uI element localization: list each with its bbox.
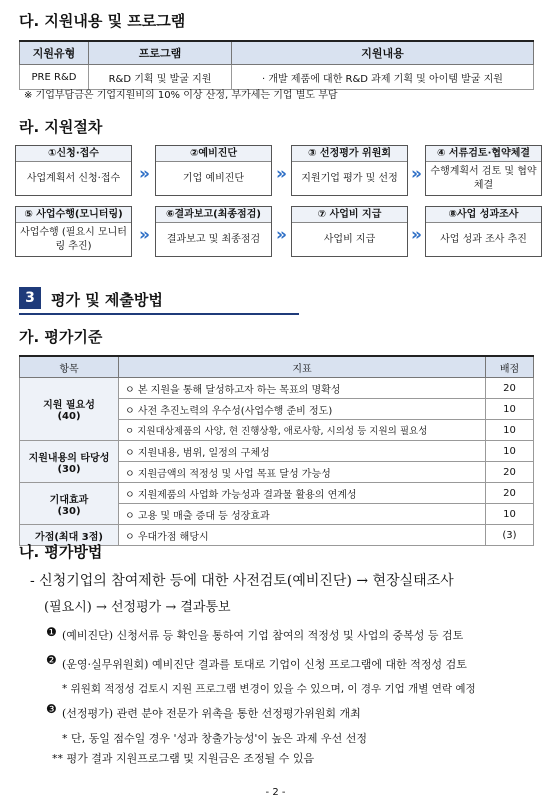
step-body: 사업수행 (필요시 모니터링 추진) bbox=[20, 227, 127, 252]
indicator-cell: ㅇ 고용 및 매출 증대 등 성장효과 bbox=[119, 504, 486, 525]
procedure-step-8 bbox=[425, 206, 542, 257]
step-head: ⑤ 사업수행(모니터링) bbox=[16, 207, 131, 223]
category-name: 지원 필요성 bbox=[43, 400, 95, 411]
method-line-2: (필요시) → 선정평가 → 결과통보 bbox=[44, 600, 231, 615]
indicator-cell: ㅇ 우대가점 해당시 bbox=[119, 525, 486, 546]
section-title-support-content: 다. 지원내용 및 프로그램 bbox=[19, 12, 186, 30]
chevron-right-icon: » bbox=[276, 225, 287, 245]
method-step-3-note-2: ** 평가 결과 지원프로그램 및 지원금은 조정될 수 있음 bbox=[52, 752, 315, 765]
numbered-bullet-1: ❶ bbox=[46, 625, 57, 639]
table-row bbox=[20, 441, 534, 462]
chevron-right-icon: » bbox=[276, 164, 287, 184]
header-cell: 지원내용 bbox=[232, 41, 534, 65]
step-body: 결과보고 및 최종점검 bbox=[166, 234, 261, 245]
section-underline bbox=[19, 313, 299, 315]
procedure-step-4 bbox=[425, 145, 542, 196]
step-head: ⑧사업 성과조사 bbox=[426, 207, 541, 223]
category-name: 지원내용의 타당성 bbox=[28, 452, 110, 464]
method-step-2: (운영·실무위원회) 예비진단 결과를 토대로 기업이 신청 프로그램에 대한 적정성 검토 bbox=[62, 658, 467, 671]
category-cell bbox=[20, 441, 119, 483]
table-cell: · 개발 제품에 대한 R&D 과제 기획 및 아이템 발굴 지원 bbox=[232, 65, 534, 90]
numbered-bullet-2: ❷ bbox=[46, 653, 57, 667]
procedure-step-3 bbox=[291, 145, 408, 196]
method-step-3-note-1: * 단, 동일 점수일 경우 '성과 창출가능성'이 높은 과제 우선 선정 bbox=[62, 732, 368, 745]
procedure-step-2 bbox=[155, 145, 272, 196]
category-points: (40) bbox=[57, 411, 81, 422]
step-head: ③ 선정평가 위원회 bbox=[292, 146, 407, 162]
header-cell: 배점 bbox=[486, 356, 534, 378]
section-title-criteria: 가. 평가기준 bbox=[19, 328, 103, 346]
indicator-cell: ㅇ 사전 추진노력의 우수성(사업수행 준비 정도) bbox=[119, 399, 486, 420]
section-title-evaluation: 평가 및 제출방법 bbox=[51, 291, 163, 309]
score-cell: 10 bbox=[486, 504, 534, 525]
step-head: ⑥결과보고(최종점검) bbox=[156, 207, 271, 223]
procedure-step-5 bbox=[15, 206, 132, 257]
table-row bbox=[20, 483, 534, 504]
method-step-3: (선정평가) 관련 분야 전문가 위촉을 통한 선정평가위원회 개최 bbox=[62, 707, 361, 720]
indicator-cell: ㅇ 지원제품의 사업화 가능성과 결과물 활용의 연계성 bbox=[119, 483, 486, 504]
indicator-cell: ㅇ 지원금액의 적정성 및 사업 목표 달성 가능성 bbox=[119, 462, 486, 483]
page-number: - 2 - bbox=[265, 787, 286, 798]
step-body: 사업 성과 조사 추진 bbox=[440, 234, 527, 245]
method-step-1: (예비진단) 신청서류 등 확인을 통하여 기업 참여의 적정성 및 사업의 중복성 등 검토 bbox=[62, 629, 464, 642]
header-cell: 항목 bbox=[20, 356, 119, 378]
table-row bbox=[20, 378, 534, 399]
category-name: 기대효과 bbox=[49, 494, 89, 506]
step-head: ②예비진단 bbox=[156, 146, 271, 162]
step-body: 기업 예비진단 bbox=[182, 173, 245, 184]
section-number-badge: 3 bbox=[19, 287, 41, 309]
procedure-step-7 bbox=[291, 206, 408, 257]
category-cell bbox=[20, 483, 119, 525]
indicator-cell: ㅇ 본 지원을 통해 달성하고자 하는 목표의 명확성 bbox=[119, 378, 486, 399]
step-head: ④ 서류검토·협약체결 bbox=[426, 146, 541, 162]
score-cell: 10 bbox=[486, 399, 534, 420]
score-cell: (3) bbox=[486, 525, 534, 546]
evaluation-table-header bbox=[20, 356, 534, 378]
indicator-cell: ㅇ 지원대상제품의 사양, 현 진행상황, 애로사항, 시의성 등 지원의 필요성 bbox=[119, 420, 486, 441]
step-head: ⑦ 사업비 지급 bbox=[292, 207, 407, 223]
score-cell: 10 bbox=[486, 441, 534, 462]
table-cell: PRE R&D bbox=[20, 65, 89, 90]
procedure-step-1 bbox=[15, 145, 132, 196]
chevron-right-icon: » bbox=[411, 164, 422, 184]
section-title-method: 나. 평가방법 bbox=[19, 543, 103, 561]
header-cell: 지표 bbox=[119, 356, 486, 378]
score-cell: 20 bbox=[486, 462, 534, 483]
method-step-2-note: * 위원회 적정성 검토시 지원 프로그램 변경이 있을 수 있으며, 이 경우 기업 개별 연락 예정 bbox=[62, 683, 476, 695]
indicator-cell: ㅇ 지원내용, 범위, 일정의 구체성 bbox=[119, 441, 486, 462]
step-body: 수행계획서 검토 및 협약체결 bbox=[430, 166, 537, 191]
category-points: (30) bbox=[57, 463, 81, 475]
score-cell: 10 bbox=[486, 420, 534, 441]
header-cell: 지원유형 bbox=[20, 41, 89, 65]
chevron-right-icon: » bbox=[411, 225, 422, 245]
cost-share-note: ※ 기업부담금은 기업지원비의 10% 이상 산정, 부가세는 기업 별도 부담 bbox=[24, 90, 338, 101]
header-cell: 프로그램 bbox=[89, 41, 232, 65]
method-line-1: - 신청기업의 참여제한 등에 대한 사전검토(예비진단) → 현장실태조사 bbox=[30, 573, 454, 589]
chevron-right-icon: » bbox=[139, 225, 150, 245]
step-head: ①신청·접수 bbox=[16, 146, 131, 162]
score-cell: 20 bbox=[486, 378, 534, 399]
support-table bbox=[19, 40, 534, 90]
section-title-procedure: 라. 지원절차 bbox=[19, 118, 103, 136]
category-cell bbox=[20, 378, 119, 441]
step-body: 사업계획서 신청·접수 bbox=[26, 173, 121, 184]
procedure-step-6 bbox=[155, 206, 272, 257]
numbered-bullet-3: ❸ bbox=[46, 702, 57, 716]
category-points: (30) bbox=[57, 505, 81, 517]
chevron-right-icon: » bbox=[139, 164, 150, 184]
step-body: 사업비 지급 bbox=[323, 234, 376, 245]
support-table-header bbox=[20, 41, 534, 65]
table-cell: R&D 기획 및 발굴 지원 bbox=[89, 65, 232, 90]
score-cell: 20 bbox=[486, 483, 534, 504]
evaluation-table bbox=[19, 355, 534, 546]
step-body: 지원기업 평가 및 선정 bbox=[301, 173, 398, 184]
category-name: 가점(최대 3점) bbox=[35, 531, 103, 543]
